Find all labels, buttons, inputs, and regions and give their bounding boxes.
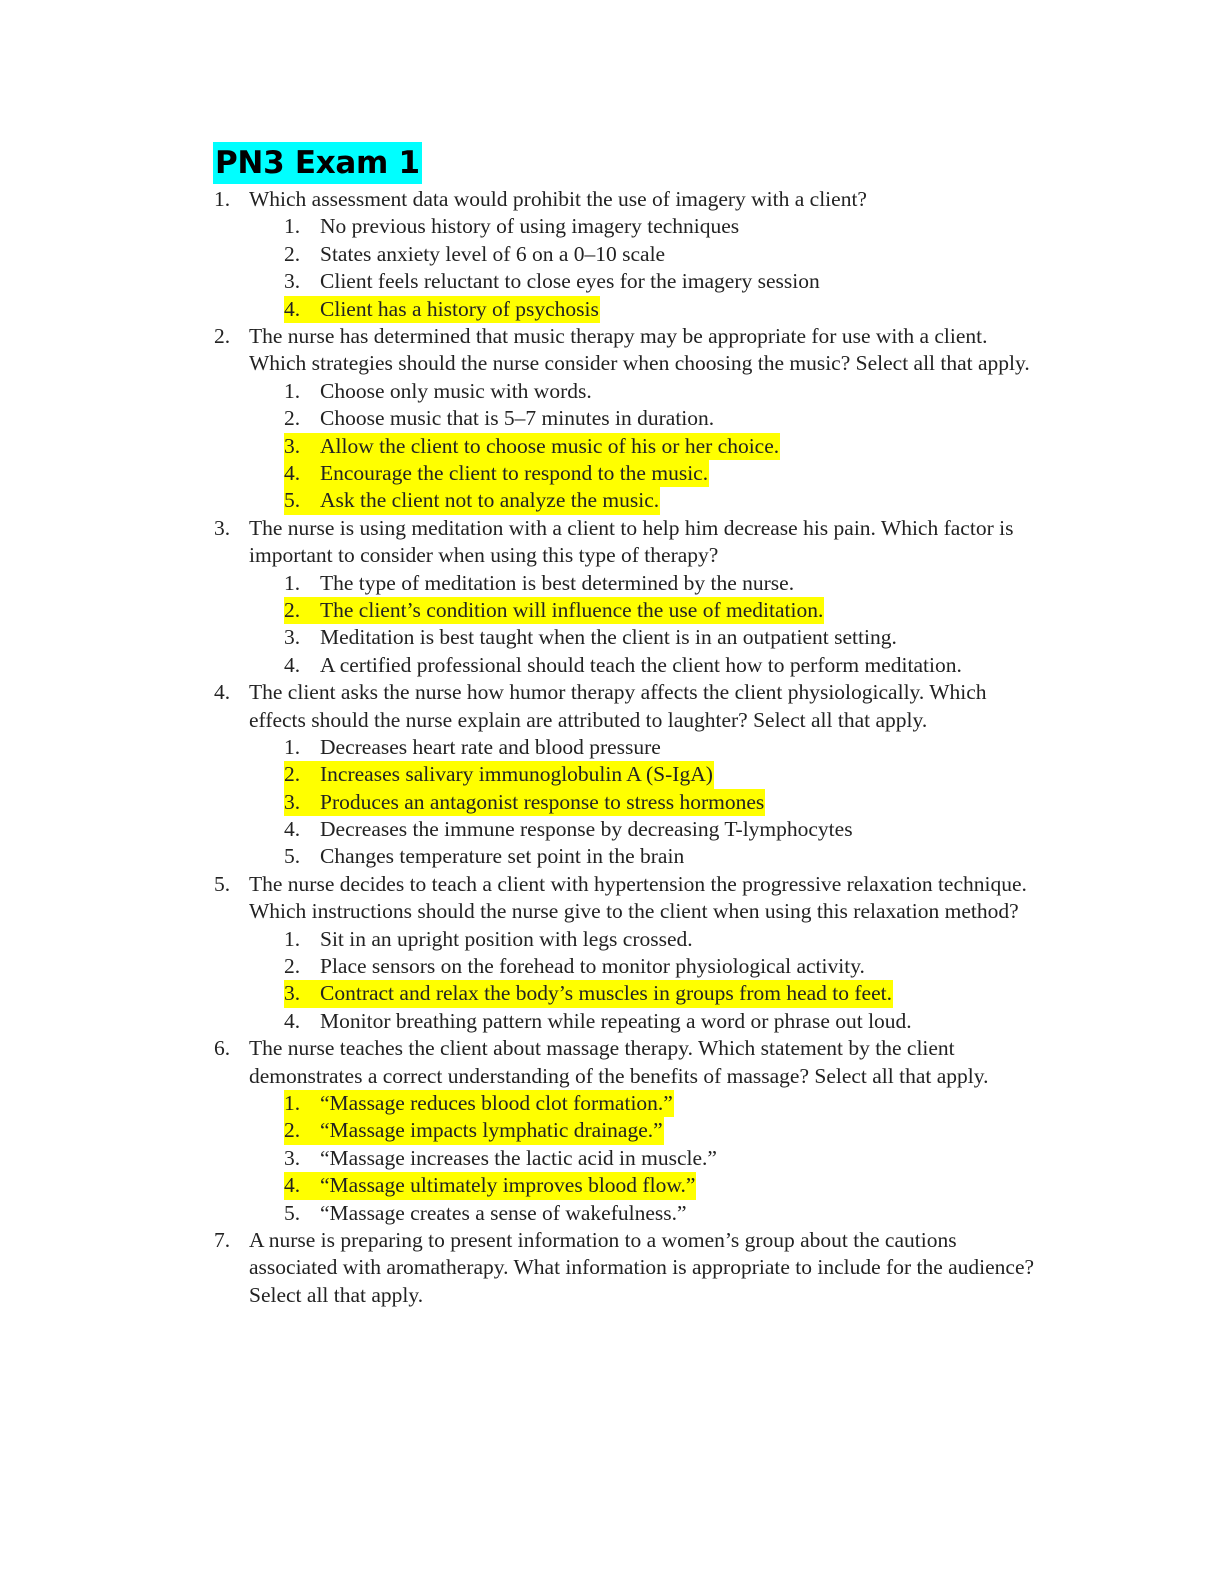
option-text: Decreases heart rate and blood pressure xyxy=(320,734,661,759)
option-item xyxy=(0,405,1224,432)
option-text: The client’s condition will influence the use of meditation. xyxy=(320,597,824,622)
highlighted-answer xyxy=(284,296,600,323)
question-list xyxy=(0,186,1224,1309)
option-number: 1. xyxy=(284,1091,301,1116)
option-text: The type of meditation is best determined by the nurse. xyxy=(320,570,795,595)
option-item xyxy=(0,570,1224,597)
highlighted-answer xyxy=(284,1090,674,1117)
option-number: 3. xyxy=(284,1145,301,1170)
highlighted-answer xyxy=(284,433,780,460)
answer-option xyxy=(284,405,715,432)
option-number: 4. xyxy=(284,460,301,485)
question-item xyxy=(0,871,1224,1035)
option-item xyxy=(0,433,1224,460)
option-item xyxy=(0,926,1224,953)
option-list xyxy=(0,213,1224,323)
option-number: 2. xyxy=(284,406,301,431)
question-number: 6. xyxy=(214,1036,231,1061)
option-text: Produces an antagonist response to stress hormones xyxy=(320,789,765,814)
option-text: “Massage increases the lactic acid in muscle.” xyxy=(320,1145,717,1170)
option-number: 4. xyxy=(284,652,301,677)
option-text: Choose only music with words. xyxy=(320,378,592,403)
option-number: 2. xyxy=(284,597,301,622)
option-number: 5. xyxy=(284,1200,301,1225)
option-item xyxy=(0,1090,1224,1117)
option-item xyxy=(0,624,1224,651)
option-text: Client has a history of psychosis xyxy=(320,296,599,321)
answer-option xyxy=(284,652,963,679)
option-text: “Massage ultimately improves blood flow.” xyxy=(320,1173,696,1198)
option-item xyxy=(0,843,1224,870)
answer-option xyxy=(284,843,685,870)
question-text: A nurse is preparing to present information to a women’s group about the cautions associated with aromatherapy. What information is appropriate to include for the audience? Select all that apply. xyxy=(249,1228,1035,1307)
option-item xyxy=(0,597,1224,624)
highlighted-answer xyxy=(284,1117,664,1144)
option-item xyxy=(0,1008,1224,1035)
option-text: Choose music that is 5–7 minutes in duration. xyxy=(320,406,715,431)
answer-option xyxy=(284,378,593,405)
option-list xyxy=(0,926,1224,1036)
answer-option xyxy=(284,1008,913,1035)
question-text: The nurse is using meditation with a client to help him decrease his pain. Which factor is important to consider when using this type of therapy? xyxy=(249,515,1014,568)
option-item xyxy=(0,1117,1224,1144)
question-text: The client asks the nurse how humor therapy affects the client physiologically. Which effects should the nurse explain are attributed to laughter? Select all that apply. xyxy=(249,680,987,732)
option-item xyxy=(0,487,1224,514)
option-number: 3. xyxy=(284,981,301,1006)
option-item xyxy=(0,761,1224,788)
option-number: 1. xyxy=(284,570,301,595)
question-item xyxy=(0,1227,1224,1309)
question-number: 5. xyxy=(214,871,231,896)
highlighted-answer xyxy=(284,980,893,1007)
option-number: 1. xyxy=(284,214,301,239)
highlighted-answer xyxy=(284,487,660,514)
option-text: Allow the client to choose music of his or her choice. xyxy=(320,433,780,458)
option-item xyxy=(0,953,1224,980)
option-text: Decreases the immune response by decreasing T-lymphocytes xyxy=(320,817,853,842)
option-number: 3. xyxy=(284,269,301,294)
question-text: The nurse has determined that music therapy may be appropriate for use with a client. Which strategies should the nurse consider when choosing the music? Select all that apply. xyxy=(249,323,1030,376)
question-text: The nurse teaches the client about massage therapy. Which statement by the client demonstrates a correct understanding of the benefits of massage? Select all that apply. xyxy=(249,1036,989,1088)
option-number: 4. xyxy=(284,1008,301,1033)
option-number: 1. xyxy=(284,926,301,951)
option-number: 4. xyxy=(284,817,301,842)
question-number: 1. xyxy=(214,187,231,211)
answer-option xyxy=(284,816,854,843)
option-item xyxy=(0,980,1224,1007)
question-text: The nurse decides to teach a client with hypertension the progressive relaxation technique. Which instructions should the nurse give to the client when using this relaxation method? xyxy=(249,871,1027,924)
option-number: 1. xyxy=(284,378,301,403)
answer-option xyxy=(284,953,866,980)
option-number: 2. xyxy=(284,1118,301,1143)
answer-option xyxy=(284,570,795,597)
option-item xyxy=(0,213,1224,240)
highlighted-answer xyxy=(284,761,714,788)
question-item xyxy=(0,515,1224,679)
option-text: Contract and relax the body’s muscles in groups from head to feet. xyxy=(320,981,892,1006)
answer-option xyxy=(284,213,740,240)
option-number: 3. xyxy=(284,625,301,650)
option-number: 1. xyxy=(284,734,301,759)
option-item xyxy=(0,268,1224,295)
option-item xyxy=(0,652,1224,679)
option-text: Encourage the client to respond to the music. xyxy=(320,460,709,485)
question-number: 4. xyxy=(214,680,231,705)
option-text: Monitor breathing pattern while repeating a word or phrase out loud. xyxy=(320,1008,912,1033)
option-text: Client feels reluctant to close eyes for the imagery session xyxy=(320,269,820,294)
option-text: Sit in an upright position with legs crossed. xyxy=(320,926,693,951)
answer-option xyxy=(284,1200,688,1227)
highlighted-answer xyxy=(284,597,824,624)
option-item xyxy=(0,296,1224,323)
option-item xyxy=(0,734,1224,761)
option-list xyxy=(0,1090,1224,1227)
option-text: States anxiety level of 6 on a 0–10 scale xyxy=(320,241,666,266)
option-number: 2. xyxy=(284,241,301,266)
option-text: Changes temperature set point in the brain xyxy=(320,844,685,869)
option-item xyxy=(0,460,1224,487)
option-item xyxy=(0,378,1224,405)
option-list xyxy=(0,570,1224,680)
question-number: 2. xyxy=(214,323,231,348)
option-text: No previous history of using imagery techniques xyxy=(320,214,740,239)
option-number: 2. xyxy=(284,954,301,979)
option-number: 3. xyxy=(284,433,301,458)
option-number: 5. xyxy=(284,488,301,513)
page-title: PN3 Exam 1 xyxy=(213,142,422,184)
highlighted-answer xyxy=(284,1172,696,1199)
option-item xyxy=(0,1200,1224,1227)
answer-option xyxy=(284,734,662,761)
option-text: “Massage impacts lymphatic drainage.” xyxy=(320,1118,663,1143)
option-item xyxy=(0,1172,1224,1199)
highlighted-answer xyxy=(284,789,765,816)
option-text: Meditation is best taught when the client is in an outpatient setting. xyxy=(320,625,897,650)
option-item xyxy=(0,1145,1224,1172)
option-list xyxy=(0,378,1224,515)
option-item xyxy=(0,816,1224,843)
option-text: A certified professional should teach the client how to perform meditation. xyxy=(320,652,962,677)
option-item xyxy=(0,241,1224,268)
question-item xyxy=(0,1035,1224,1227)
option-item xyxy=(0,789,1224,816)
option-text: Place sensors on the forehead to monitor physiological activity. xyxy=(320,954,865,979)
answer-option xyxy=(284,241,666,268)
answer-option xyxy=(284,268,821,295)
question-number: 7. xyxy=(214,1228,231,1253)
question-item xyxy=(0,186,1224,323)
option-number: 5. xyxy=(284,844,301,869)
option-number: 3. xyxy=(284,789,301,814)
option-text: “Massage reduces blood clot formation.” xyxy=(320,1091,673,1116)
option-text: Increases salivary immunoglobulin A (S-IgA) xyxy=(320,762,713,787)
option-list xyxy=(0,734,1224,871)
answer-option xyxy=(284,926,694,953)
answer-option xyxy=(284,1145,718,1172)
highlighted-answer xyxy=(284,460,709,487)
option-number: 4. xyxy=(284,1173,301,1198)
option-number: 4. xyxy=(284,296,301,321)
question-item xyxy=(0,679,1224,871)
question-item xyxy=(0,323,1224,515)
answer-option xyxy=(284,624,898,651)
option-text: “Massage creates a sense of wakefulness.” xyxy=(320,1200,687,1225)
question-text: Which assessment data would prohibit the use of imagery with a client? xyxy=(249,187,867,211)
question-number: 3. xyxy=(214,515,231,540)
option-number: 2. xyxy=(284,762,301,787)
option-text: Ask the client not to analyze the music. xyxy=(320,488,660,513)
